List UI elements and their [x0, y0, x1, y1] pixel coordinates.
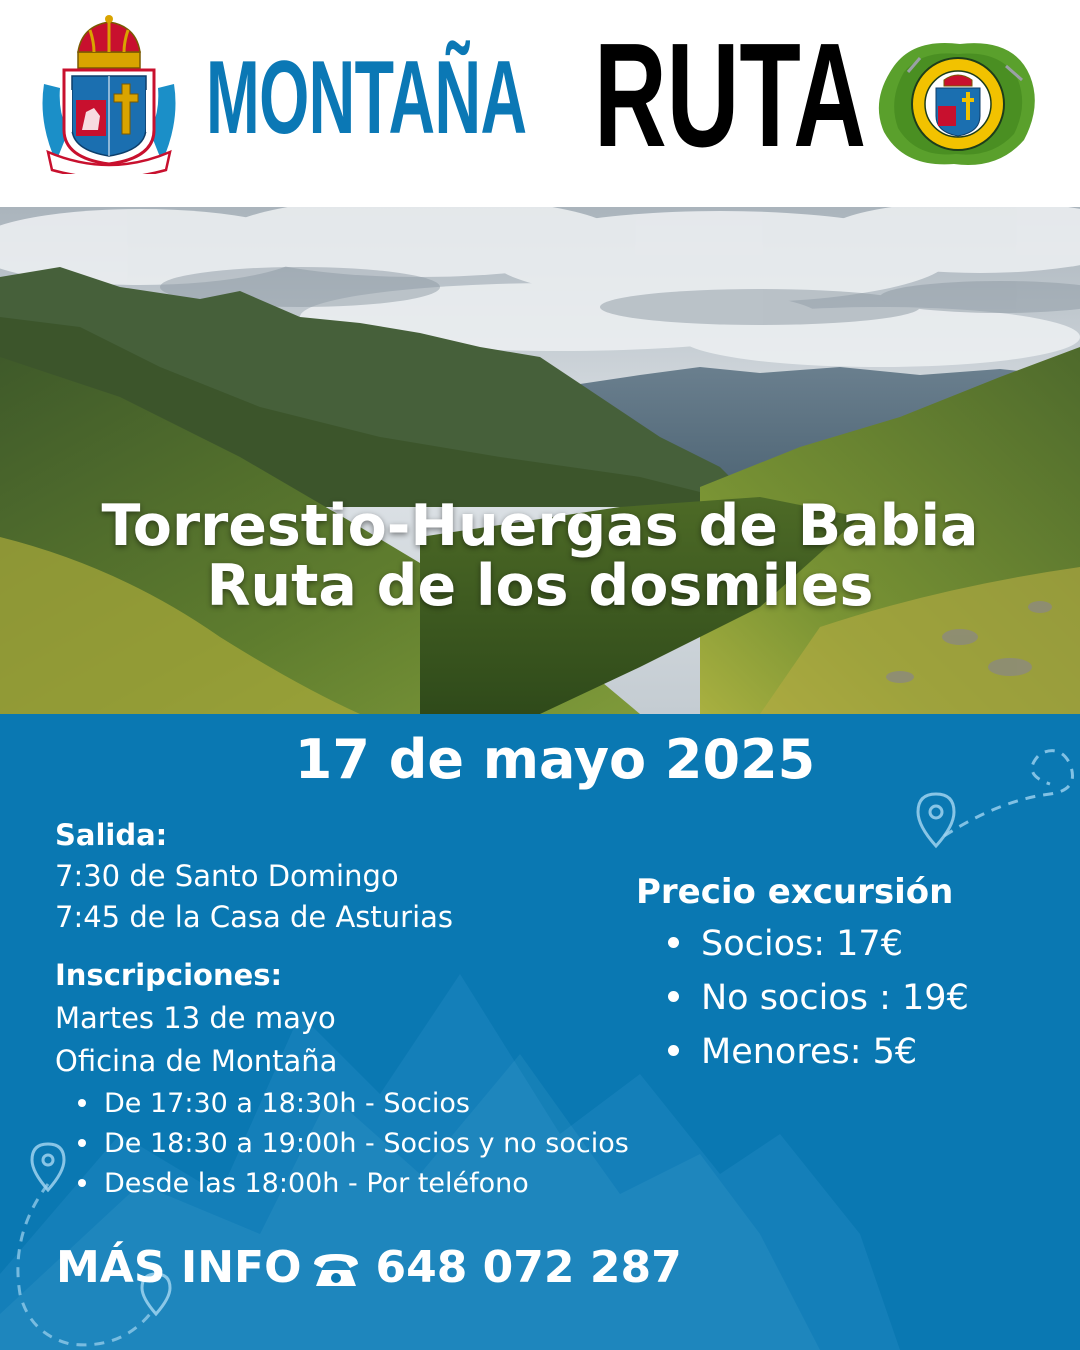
bullet-icon — [668, 1045, 679, 1056]
salida-line-1: 7:30 de Santo Domingo — [55, 859, 399, 893]
mountain-valley-photo — [0, 207, 1080, 714]
inscripciones-line-1: Martes 13 de mayo — [55, 1001, 336, 1035]
precio-item-text: Menores: 5€ — [701, 1032, 918, 1072]
inscripciones-item-text: Desde las 18:00h - Por teléfono — [104, 1168, 529, 1199]
title-montana: MONTAÑA — [206, 40, 527, 156]
inscripciones-item-text: De 18:30 a 19:00h - Socios y no socios — [104, 1128, 629, 1159]
phone-icon — [310, 1250, 362, 1290]
info-panel — [0, 714, 1080, 1350]
precio-item — [668, 924, 903, 964]
precio-item-text: No socios : 19€ — [701, 978, 969, 1018]
phone-number: 648 072 287 — [375, 1242, 682, 1293]
title-ruta: RUTA — [594, 13, 867, 178]
casa-asturias-crest-icon — [38, 12, 180, 174]
precio-item-text: Socios: 17€ — [701, 924, 903, 964]
mas-info-contact — [56, 1242, 682, 1293]
inscripciones-item-text: De 17:30 a 18:30h - Socios — [104, 1088, 470, 1119]
inscripciones-line-2: Oficina de Montaña — [55, 1044, 338, 1078]
route-title-line2: Ruta de los dosmiles — [206, 553, 874, 619]
mas-info-label: MÁS INFO — [56, 1242, 302, 1293]
bullet-icon — [668, 991, 679, 1002]
inscripciones-item — [78, 1088, 470, 1119]
inscripciones-label: Inscripciones: — [55, 958, 283, 992]
precio-title: Precio excursión — [636, 872, 954, 912]
header — [0, 0, 1080, 205]
route-title-line1: Torrestio-Huergas de Babia — [101, 493, 979, 559]
event-date: 17 de mayo 2025 — [294, 728, 816, 791]
inscripciones-item — [78, 1128, 629, 1159]
bullet-icon — [78, 1099, 86, 1107]
bullet-icon — [78, 1139, 86, 1147]
seccion-montana-badge-icon — [874, 36, 1040, 170]
inscripciones-item — [78, 1168, 529, 1199]
precio-item — [668, 1032, 917, 1072]
bullet-icon — [78, 1179, 86, 1187]
salida-label: Salida: — [55, 818, 168, 852]
precio-item — [668, 978, 969, 1018]
salida-line-2: 7:45 de la Casa de Asturias — [55, 900, 453, 934]
bullet-icon — [668, 937, 679, 948]
